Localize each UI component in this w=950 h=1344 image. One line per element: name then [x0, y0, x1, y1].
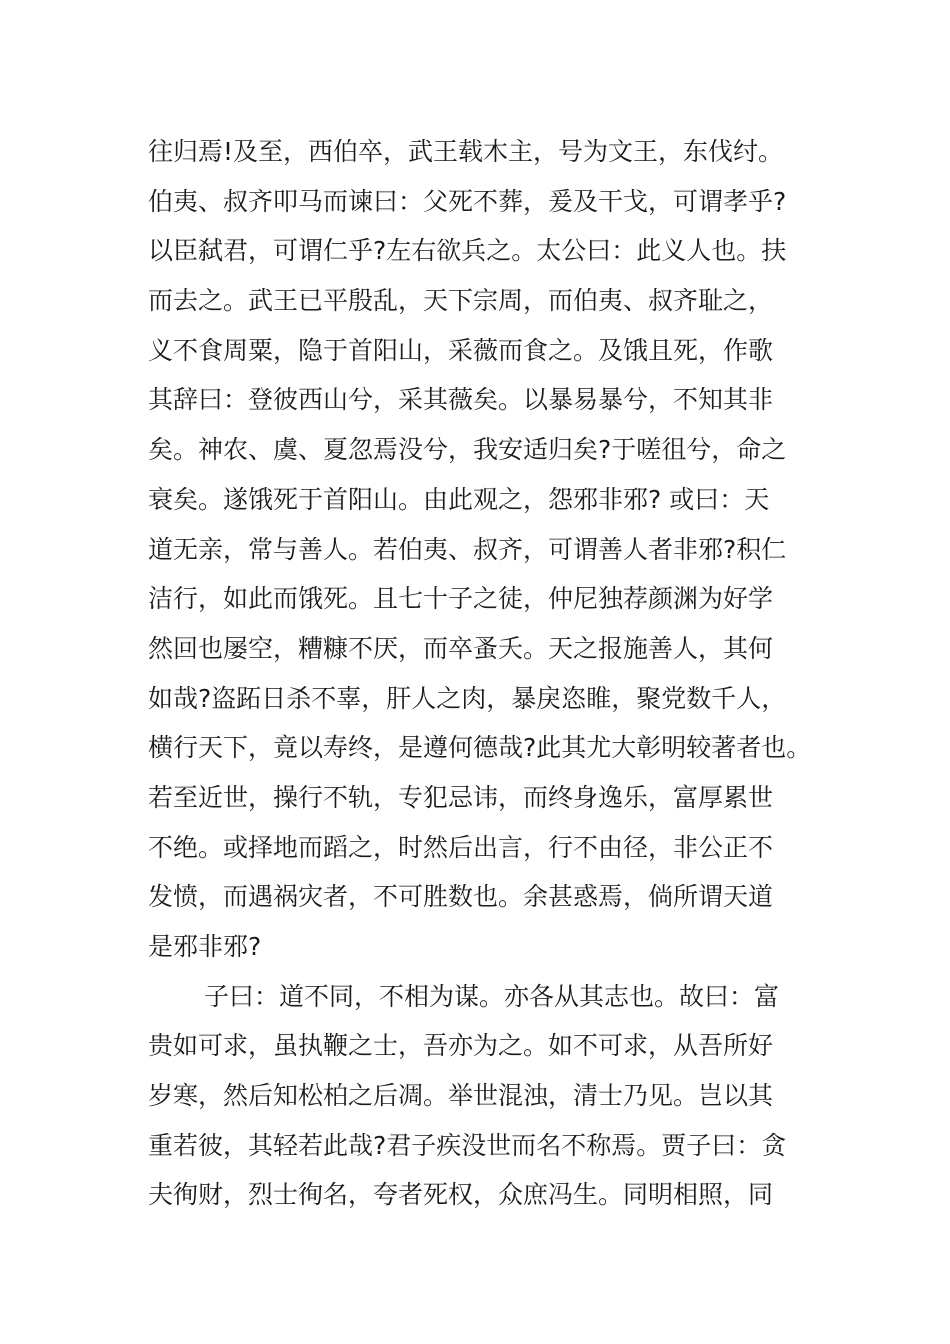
text-line: 若至近世，操行不轨，专犯忌讳，而终身逸乐，富厚累世	[148, 782, 774, 812]
text-line: 道无亲，常与善人。若伯夷、叔齐，可谓善人者非邪?积仁	[148, 534, 787, 564]
text-line: 往归焉!及至，西伯卒，武王载木主，号为文王，东伐纣。	[148, 137, 784, 166]
text-line: 以臣弑君，可谓仁乎?左右欲兵之。太公曰：此义人也。扶	[148, 236, 787, 266]
body-text	[148, 127, 948, 1220]
paragraph-start-line: 子曰：道不同，不相为谋。亦各从其志也。故曰：富	[204, 981, 780, 1011]
text-line: 洁行，如此而饿死。且七十子之徒，仲尼独荐颜渊为好学	[148, 584, 774, 614]
text-line: 其辞曰：登彼西山兮，采其薇矣。以暴易暴兮，不知其非	[148, 385, 774, 415]
text-line: 是邪非邪?	[148, 932, 262, 961]
text-line: 衰矣。遂饿死于首阳山。由此观之，怨邪非邪? 或曰：天	[148, 484, 770, 514]
text-line: 不绝。或择地而蹈之，时然后出言，行不由径，非公正不	[148, 832, 774, 862]
text-line: 横行天下，竟以寿终，是遵何德哉?此其尤大彰明较著者也。	[148, 733, 812, 763]
text-line: 然回也屡空，糟糠不厌，而卒蚤夭。天之报施善人，其何	[148, 633, 774, 663]
text-line: 伯夷、叔齐叩马而谏曰：父死不葬，爰及干戈，可谓孝乎?	[148, 186, 787, 216]
text-line: 义不食周粟，隐于首阳山，采薇而食之。及饿且死，作歌	[148, 335, 774, 365]
text-line: 夫徇财，烈士徇名，夸者死权，众庶冯生。同明相照，同	[148, 1180, 774, 1210]
text-line: 而去之。武王已平殷乱，天下宗周，而伯夷、叔齐耻之，	[148, 286, 774, 316]
text-line: 贵如可求，虽执鞭之士，吾亦为之。如不可求，从吾所好	[148, 1031, 774, 1061]
text-line: 重若彼，其轻若此哉?君子疾没世而名不称焉。贾子曰：贪	[148, 1130, 787, 1160]
text-line: 发愤，而遇祸灾者，不可胜数也。余甚惑焉，倘所谓天道	[148, 882, 774, 912]
text-line: 岁寒，然后知松柏之后凋。举世混浊，清士乃见。岂以其	[148, 1081, 774, 1111]
text-line: 矣。神农、虞、夏忽焉没兮，我安适归矣?于嗟徂兮，命之	[148, 435, 787, 465]
text-line: 如哉?盗跖日杀不辜，肝人之肉，暴戾恣睢，聚党数千人，	[148, 683, 787, 713]
